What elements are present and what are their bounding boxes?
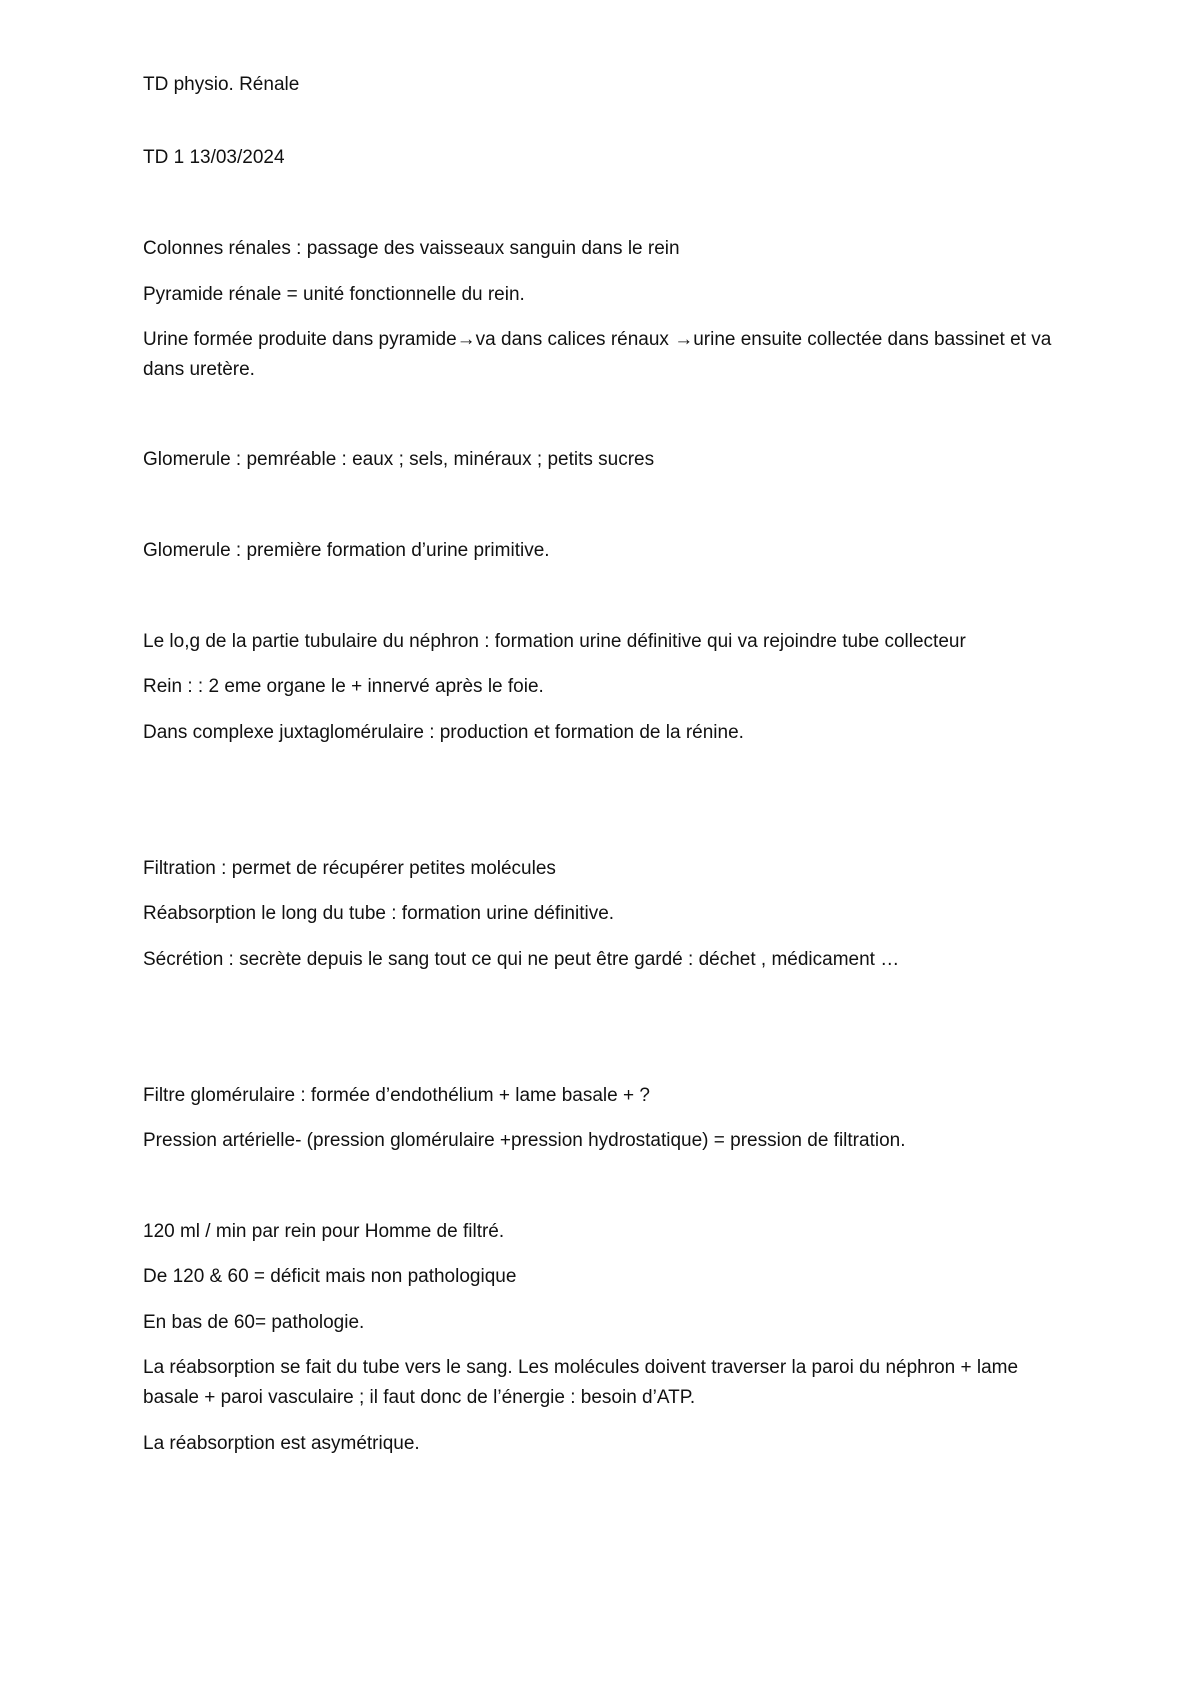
note-line: Pression artérielle- (pression glomérulaire +pression hydrostatique) = pression de filtration. [143, 1130, 906, 1151]
note-line: 120 ml / min par rein pour Homme de filtré. [143, 1221, 505, 1242]
note-line: Pyramide rénale = unité fonctionnelle du rein. [143, 284, 525, 305]
session-heading: TD 1 13/03/2024 [143, 147, 285, 168]
note-line: Rein : : 2 eme organe le + innervé après le foie. [143, 676, 544, 697]
document-title: TD physio. Rénale [143, 74, 300, 95]
note-line: En bas de 60= pathologie. [143, 1312, 365, 1333]
note-line: Le lo,g de la partie tubulaire du néphron : formation urine définitive qui va rejoindre tube collecteur [143, 631, 966, 652]
note-line: La réabsorption se fait du tube vers le sang. Les molécules doivent traverser la paroi du néphron + lame basale + paroi vasculaire ; il faut donc de l’énergie : besoin d’ATP. [143, 1357, 1019, 1408]
note-line: Sécrétion : secrète depuis le sang tout ce qui ne peut être gardé : déchet , médicament … [143, 949, 900, 970]
note-line: Filtre glomérulaire : formée d’endothélium + lame basale + ? [143, 1085, 650, 1106]
note-line: Colonnes rénales : passage des vaisseaux sanguin dans le rein [143, 238, 680, 259]
note-line: Réabsorption le long du tube : formation urine définitive. [143, 903, 615, 924]
note-line: Glomerule : première formation d’urine primitive. [143, 540, 550, 561]
note-line: Filtration : permet de récupérer petites molécules [143, 858, 556, 879]
note-line: Glomerule : pemréable : eaux ; sels, minéraux ; petits sucres [143, 449, 655, 470]
note-line: De 120 & 60 = déficit mais non pathologique [143, 1266, 517, 1287]
note-line: La réabsorption est asymétrique. [143, 1433, 420, 1454]
note-line: Urine formée produite dans pyramide→va dans calices rénaux →urine ensuite collectée dans bassinet et va dans uretère. [143, 329, 1052, 380]
note-line: Dans complexe juxtaglomérulaire : production et formation de la rénine. [143, 722, 744, 743]
